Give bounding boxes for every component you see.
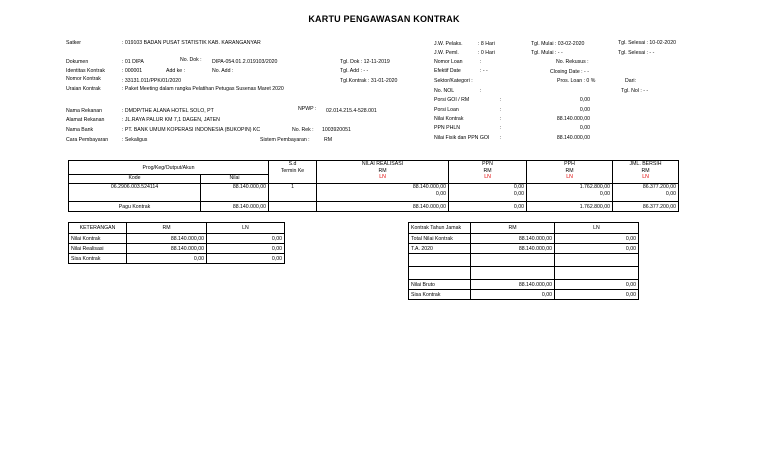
add-ke-label: Add ke : [166, 68, 186, 74]
tahun-row-ln: 0,00 [555, 244, 639, 254]
header-ppn-ln: LN [484, 174, 491, 180]
keterangan-table [68, 222, 285, 264]
empty-cell [409, 254, 471, 267]
no-rek-value: 1003920051 [322, 127, 351, 133]
tgl-nol: Tgl. Nol : - - [621, 88, 649, 94]
no-rekusus: No. Rekusus : [556, 59, 589, 65]
table-header-row [69, 161, 679, 175]
ket-header-rm: RM [127, 223, 207, 234]
header-nilai: Nilai [201, 175, 269, 184]
sistem-pembayaran-value: RM [324, 137, 333, 143]
header-realisasi-label: NILAI REALISASI [361, 161, 404, 167]
porsi-goi-label: Porsi GOI / RM [434, 97, 470, 103]
pagu-realisasi: 88.140.000,00 [317, 202, 449, 212]
closing-date: Closing Date : - - [550, 69, 589, 75]
empty-cell [471, 267, 555, 280]
nama-rekanan-label: Nama Rekanan [66, 108, 103, 114]
porsi-loan-colon: : [500, 107, 502, 113]
nilai-kontrak-label: Nilai Kontrak [434, 116, 464, 122]
ket-row-ln: 0,00 [207, 244, 285, 254]
tgl-add: Tgl. Add : - - [340, 68, 369, 74]
row-realisasi [317, 184, 449, 202]
header-bersih-label: JML. BERSIH [629, 161, 662, 167]
tahun-header-rm: RM [471, 223, 555, 234]
nama-bank-label: Nama Bank [66, 127, 94, 133]
tgl-dok: Tgl. Dok : 12-11-2019 [340, 59, 390, 65]
jw-pelaks-label: J.W. Pelaks. [434, 41, 463, 47]
ket-row-rm: 88.140.000,00 [127, 244, 207, 254]
header-realisasi-ln: LN [379, 174, 386, 180]
tgl-selesai-1: Tgl. Selesai : 10-02-2020 [618, 40, 676, 46]
header-pph-label: PPH [564, 161, 575, 167]
table-row [69, 184, 679, 202]
porsi-goi-colon: : [500, 97, 502, 103]
header-kode: Kode [69, 175, 201, 184]
header-ppn [449, 161, 527, 184]
jw-peml-label: J.W. Peml. [434, 50, 459, 56]
row-realisasi-ln: 0,00 [435, 191, 447, 197]
ppn-phln-colon: : [500, 125, 502, 131]
empty-cell [471, 254, 555, 267]
table-row [69, 234, 285, 244]
jw-pelaks-value: : 8 Hari [478, 41, 495, 47]
bruto-ln: 0,00 [555, 280, 639, 290]
tgl-kontrak: Tgl.Kontrak : 31-01-2020 [340, 78, 398, 84]
table-row-empty [409, 254, 639, 267]
ket-row-label: Sisa Kontrak [69, 254, 127, 264]
pros-loan: Pros. Loan : 0 % [557, 78, 596, 84]
header-bersih-rm: RM [641, 167, 650, 174]
row-kode: 06.2906.003.524114 [69, 184, 201, 202]
efektif-date-value: : - - [480, 68, 488, 74]
porsi-loan-value: 0,00 [579, 107, 590, 113]
ket-row-label: Nilai Realisasi [69, 244, 127, 254]
nama-rekanan-value: : DMDP/THE ALANA HOTEL SOLO, PT [122, 108, 214, 114]
nomor-loan-label: Nomor Loan [434, 59, 463, 65]
tgl-mulai-1: Tgl. Mulai : 03-02-2020 [531, 41, 585, 47]
identitas-kontrak-label: Identitas Kontrak [66, 68, 105, 74]
ket-row-rm: 0,00 [127, 254, 207, 264]
table-row [409, 244, 639, 254]
tahun-row-label: Total Nilai Kontrak [409, 234, 471, 244]
nomor-kontrak-value: : 33131.011/PPK/01/2020 [122, 78, 182, 84]
pagu-ppn: 0,00 [449, 202, 527, 212]
sektor-kategori: Sektor/Kategori : [434, 78, 473, 84]
cara-pembayaran-label: Cara Pembayaran [66, 137, 109, 143]
header-ppn-rm: RM [483, 167, 492, 174]
keterangan-header-row [69, 223, 285, 234]
header-realisasi-rm: RM [378, 167, 387, 174]
nilai-kontrak-colon: : [500, 116, 502, 122]
bruto-row [409, 280, 639, 290]
nilai-fisik-colon: : [500, 135, 502, 141]
tahun-row-ln: 0,00 [555, 234, 639, 244]
header-bersih-ln: LN [642, 174, 649, 180]
tgl-mulai-2: Tgl. Mulai : - - [531, 50, 563, 56]
row-bersih-rm: 86.377.200,00 [642, 184, 677, 190]
table-row-empty [409, 267, 639, 280]
realisasi-table [68, 160, 679, 212]
row-ppn-rm: 0,00 [513, 184, 525, 190]
header-prog: Prog/Keg/Output/Akun [69, 161, 269, 175]
nodok-value: DIPA-054.01.2.019103/2020 [212, 59, 278, 65]
npwp-value: 02.014.215.4-528.001 [326, 108, 377, 114]
header-termin [269, 161, 317, 184]
row-pph-ln: 0,00 [599, 191, 611, 197]
tahun-row-rm: 88.140.000,00 [471, 234, 555, 244]
porsi-goi-value: 0,00 [579, 97, 590, 103]
pagu-label: Pagu Kontrak [69, 202, 201, 212]
identitas-kontrak-value: : 000001 [122, 68, 143, 74]
row-termin: 1 [269, 184, 317, 202]
table-row [69, 254, 285, 264]
cara-pembayaran-value: : Sekaligus [122, 137, 148, 143]
header-pph [527, 161, 613, 184]
row-bersih [613, 184, 679, 202]
no-add-label: No. Add : [212, 68, 234, 74]
satker-label: Satker [66, 40, 81, 46]
header-pph-rm: RM [565, 167, 574, 174]
npwp-label: NPWP : [298, 106, 317, 112]
uraian-kontrak-value: : Paket Meeting dalam rangka Pelatihan Petugas Susenas Maret 2020 [122, 86, 284, 92]
tahun-row-rm: 88.140.000,00 [471, 244, 555, 254]
bruto-rm: 88.140.000,00 [471, 280, 555, 290]
tahun-header-label: Kontrak Tahun Jamak [409, 223, 471, 234]
row-nilai: 88.140.000,00 [201, 184, 269, 202]
satker-value: : 019103 BADAN PUSAT STATISTIK KAB. KARANGANYAR [122, 40, 261, 46]
efektif-date-label: Efektif Date [434, 68, 461, 74]
ket-row-label: Nilai Kontrak [69, 234, 127, 244]
ppn-phln-label: PPN PHLN [434, 125, 460, 131]
sisa-ln: 0,00 [555, 290, 639, 300]
nilai-fisik-value: 88.140.000,00 [556, 135, 590, 141]
empty-cell [409, 267, 471, 280]
sisa-rm: 0,00 [471, 290, 555, 300]
no-rek-label: No. Rek : [292, 127, 314, 133]
header-pph-ln: LN [566, 174, 573, 180]
ket-row-rm: 88.140.000,00 [127, 234, 207, 244]
nilai-fisik-label: Nilai Fisik dan PPN GOI [434, 135, 490, 141]
jw-peml-value: : 0 Hari [478, 50, 495, 56]
row-ppn [449, 184, 527, 202]
tahun-row-label: T.A. 2020 [409, 244, 471, 254]
dokumen-label: Dokumen [66, 59, 89, 65]
row-realisasi-rm: 88.140.000,00 [412, 184, 447, 190]
tgl-selesai-2: Tgl. Selesai : - - [618, 50, 655, 56]
nodok-label: No. Dok : [180, 57, 202, 63]
no-nol-value: : [480, 88, 482, 94]
pagu-nilai: 88.140.000,00 [201, 202, 269, 212]
tahun-jamak-table [408, 222, 639, 300]
ppn-phln-value: 0,00 [579, 125, 590, 131]
row-ppn-ln: 0,00 [513, 191, 525, 197]
document-title: KARTU PENGAWASAN KONTRAK [308, 14, 460, 24]
row-pph [527, 184, 613, 202]
dokumen-value: : 01 DIPA [122, 59, 144, 65]
table-row [69, 244, 285, 254]
alamat-rekanan-label: Alamat Rekanan [66, 117, 105, 123]
nomor-kontrak-label: Nomor Kontrak [66, 76, 101, 82]
header-termin-ke: Termin Ke [280, 168, 305, 174]
alamat-rekanan-value: : JL.RAYA PALUR KM 7,1 DAGEN, JATEN [122, 117, 220, 123]
bruto-label: Nilai Bruto [409, 280, 471, 290]
porsi-loan-label: Porsi Loan [434, 107, 459, 113]
ket-row-ln: 0,00 [207, 254, 285, 264]
table-row [409, 234, 639, 244]
nilai-kontrak-value: 88.140.000,00 [556, 116, 590, 122]
empty-cell [555, 267, 639, 280]
header-sd: S.d [288, 161, 297, 167]
uraian-kontrak-label: Uraian Kontrak [66, 86, 101, 92]
sisa-row [409, 290, 639, 300]
sistem-pembayaran-label: Sistem Pembayaran : [260, 137, 310, 143]
nama-bank-value: : PT. BANK UMUM KOPERASI INDONESIA (BUKOPIN) KC [122, 127, 261, 133]
dari-label: Dari: [625, 78, 636, 84]
no-nol-label: No. NOL [434, 88, 455, 94]
ket-row-ln: 0,00 [207, 234, 285, 244]
tahun-header-row [409, 223, 639, 234]
pagu-row [69, 202, 679, 212]
ket-header-ln: LN [207, 223, 285, 234]
pagu-termin [269, 202, 317, 212]
pagu-bersih: 86.377.200,00 [613, 202, 679, 212]
header-realisasi [317, 161, 449, 184]
pagu-pph: 1.762.800,00 [527, 202, 613, 212]
nomor-loan-value: : [480, 59, 482, 65]
header-ppn-label: PPN [482, 161, 493, 167]
ket-header-label: KETERANGAN [69, 223, 127, 234]
row-bersih-ln: 0,00 [665, 191, 677, 197]
row-pph-rm: 1.762.800,00 [579, 184, 611, 190]
header-bersih [613, 161, 679, 184]
empty-cell [555, 254, 639, 267]
sisa-label: Sisa Kontrak [409, 290, 471, 300]
tahun-header-ln: LN [555, 223, 639, 234]
